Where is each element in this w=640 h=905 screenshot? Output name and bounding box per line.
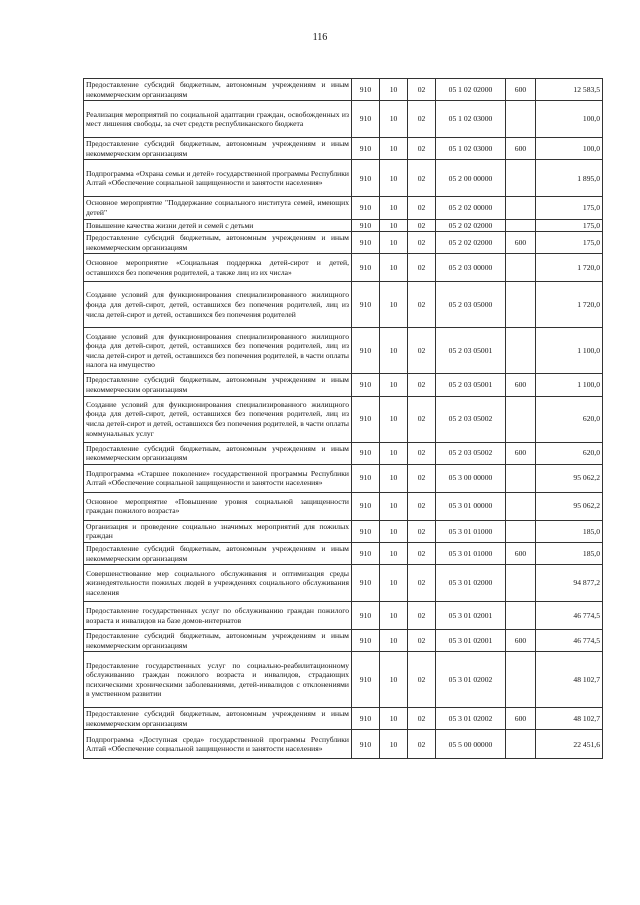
cell-target: 05 2 03 00000	[436, 254, 506, 282]
table-row	[84, 79, 603, 101]
cell-name: Основное мероприятие "Поддержание социального института семей, имеющих детей"	[84, 197, 352, 219]
cell-vr	[506, 160, 536, 197]
cell-target: 05 5 00 00000	[436, 730, 506, 759]
cell-subsection: 02	[408, 442, 436, 464]
cell-target: 05 3 01 02001	[436, 602, 506, 630]
cell-ministry: 910	[352, 160, 380, 197]
cell-vr: 600	[506, 374, 536, 396]
cell-section: 10	[380, 101, 408, 138]
cell-target: 05 2 03 05001	[436, 374, 506, 396]
cell-target: 05 3 01 02001	[436, 630, 506, 652]
cell-vr	[506, 464, 536, 492]
cell-target: 05 2 03 05002	[436, 442, 506, 464]
cell-amount: 94 877,2	[536, 565, 603, 602]
cell-name: Создание условий для функционирования специализированного жилищного фонда для детей-сирот, детей, оставшихся без попечения родителей, лиц из числа детей-сирот и детей, оставшихся без попечения родителей	[84, 282, 352, 328]
cell-name: Предоставление субсидий бюджетным, автономным учреждениям и иным некоммерческим организациям	[84, 630, 352, 652]
cell-name: Создание условий для функционирования специализированного жилищного фонда для детей-сирот, детей, оставшихся без попечения родителей, лиц из числа детей-сирот и детей, оставшихся без попечения родителей, в части оплаты налога на имущество	[84, 328, 352, 374]
cell-ministry: 910	[352, 442, 380, 464]
cell-vr: 600	[506, 138, 536, 160]
cell-vr	[506, 520, 536, 542]
cell-amount: 100,0	[536, 101, 603, 138]
cell-amount: 1 100,0	[536, 328, 603, 374]
cell-subsection: 02	[408, 138, 436, 160]
cell-ministry: 910	[352, 565, 380, 602]
cell-vr	[506, 730, 536, 759]
table-row	[84, 197, 603, 219]
cell-vr: 600	[506, 232, 536, 254]
cell-subsection: 02	[408, 219, 436, 232]
table-row	[84, 442, 603, 464]
cell-section: 10	[380, 492, 408, 520]
cell-vr	[506, 101, 536, 138]
cell-target: 05 2 02 02000	[436, 219, 506, 232]
cell-ministry: 910	[352, 730, 380, 759]
cell-target: 05 2 02 00000	[436, 197, 506, 219]
cell-amount: 185,0	[536, 542, 603, 564]
cell-subsection: 02	[408, 396, 436, 442]
cell-amount: 620,0	[536, 442, 603, 464]
cell-ministry: 910	[352, 328, 380, 374]
cell-target: 05 3 01 00000	[436, 492, 506, 520]
cell-vr	[506, 219, 536, 232]
cell-amount: 1 100,0	[536, 374, 603, 396]
cell-subsection: 02	[408, 197, 436, 219]
cell-name: Предоставление государственных услуг по обслуживанию граждан пожилого возраста и инвалидов на базе домов-интернатов	[84, 602, 352, 630]
cell-target: 05 2 03 05002	[436, 396, 506, 442]
table-row	[84, 138, 603, 160]
cell-subsection: 02	[408, 520, 436, 542]
cell-target: 05 1 02 02000	[436, 79, 506, 101]
cell-name: Предоставление субсидий бюджетным, автономным учреждениям и иным некоммерческим организациям	[84, 232, 352, 254]
cell-vr	[506, 396, 536, 442]
cell-ministry: 910	[352, 542, 380, 564]
cell-ministry: 910	[352, 492, 380, 520]
cell-name: Предоставление субсидий бюджетным, автономным учреждениям и иным некоммерческим организациям	[84, 138, 352, 160]
cell-section: 10	[380, 565, 408, 602]
cell-name: Основное мероприятие «Повышение уровня социальной защищенности граждан пожилого возраста»	[84, 492, 352, 520]
cell-target: 05 3 01 02002	[436, 652, 506, 708]
cell-name: Подпрограмма «Охрана семьи и детей» государственной программы Республики Алтай «Обеспечение социальной защищенности и занятости населения»	[84, 160, 352, 197]
cell-section: 10	[380, 396, 408, 442]
cell-name: Повышение качества жизни детей и семей с детьми	[84, 219, 352, 232]
cell-vr	[506, 652, 536, 708]
cell-subsection: 02	[408, 630, 436, 652]
cell-name: Основное мероприятие «Социальная поддержка детей-сирот и детей, оставшихся без попечения родителей, а также лиц из их числа»	[84, 254, 352, 282]
cell-ministry: 910	[352, 652, 380, 708]
cell-subsection: 02	[408, 652, 436, 708]
cell-name: Предоставление субсидий бюджетным, автономным учреждениям и иным некоммерческим организациям	[84, 79, 352, 101]
cell-ministry: 910	[352, 708, 380, 730]
cell-subsection: 02	[408, 160, 436, 197]
table-row	[84, 282, 603, 328]
cell-target: 05 2 02 02000	[436, 232, 506, 254]
cell-name: Совершенствование мер социального обслуживания и оптимизация среды жизнедеятельности пожилых людей в учреждениях социального обслуживания населения	[84, 565, 352, 602]
cell-amount: 1 720,0	[536, 282, 603, 328]
cell-ministry: 910	[352, 101, 380, 138]
table-row	[84, 254, 603, 282]
cell-section: 10	[380, 282, 408, 328]
cell-section: 10	[380, 542, 408, 564]
cell-vr: 600	[506, 708, 536, 730]
cell-name: Предоставление субсидий бюджетным, автономным учреждениям и иным некоммерческим организациям	[84, 708, 352, 730]
table-row	[84, 219, 603, 232]
cell-section: 10	[380, 328, 408, 374]
cell-target: 05 2 03 05001	[436, 328, 506, 374]
cell-vr	[506, 602, 536, 630]
cell-vr	[506, 565, 536, 602]
cell-name: Организация и проведение социально значимых мероприятий для пожилых граждан	[84, 520, 352, 542]
cell-section: 10	[380, 197, 408, 219]
cell-section: 10	[380, 708, 408, 730]
cell-amount: 22 451,6	[536, 730, 603, 759]
cell-subsection: 02	[408, 328, 436, 374]
cell-target: 05 3 01 01000	[436, 542, 506, 564]
cell-target: 05 2 03 05000	[436, 282, 506, 328]
cell-ministry: 910	[352, 282, 380, 328]
cell-target: 05 3 01 01000	[436, 520, 506, 542]
cell-ministry: 910	[352, 232, 380, 254]
cell-ministry: 910	[352, 520, 380, 542]
cell-ministry: 910	[352, 138, 380, 160]
cell-name: Подпрограмма «Старшее поколение» государственной программы Республики Алтай «Обеспечение социальной защищенности и занятости населения»	[84, 464, 352, 492]
cell-ministry: 910	[352, 464, 380, 492]
table-row	[84, 630, 603, 652]
cell-subsection: 02	[408, 79, 436, 101]
cell-target: 05 3 01 02000	[436, 565, 506, 602]
cell-amount: 175,0	[536, 197, 603, 219]
cell-amount: 46 774,5	[536, 630, 603, 652]
cell-ministry: 910	[352, 630, 380, 652]
table-row	[84, 101, 603, 138]
table-row	[84, 160, 603, 197]
cell-ministry: 910	[352, 254, 380, 282]
cell-name: Предоставление государственных услуг по социально-реабилитационному обслуживанию граждан пожилого возраста и инвалидов, страдающих психическими хроническими заболеваниями, детей-инвалидов с отклонениями в умственном развитии	[84, 652, 352, 708]
cell-amount: 185,0	[536, 520, 603, 542]
cell-name: Предоставление субсидий бюджетным, автономным учреждениям и иным некоммерческим организациям	[84, 442, 352, 464]
cell-amount: 1 720,0	[536, 254, 603, 282]
table-row	[84, 542, 603, 564]
cell-subsection: 02	[408, 282, 436, 328]
cell-name: Реализация мероприятий по социальной адаптации граждан, освобожденных из мест лишения свободы, за счет средств республиканского бюджета	[84, 101, 352, 138]
cell-name: Создание условий для функционирования специализированного жилищного фонда для детей-сирот, детей, оставшихся без попечения родителей, лиц из числа детей-сирот и детей, оставшихся без попечения родителей, в части оплаты коммунальных услуг	[84, 396, 352, 442]
cell-section: 10	[380, 442, 408, 464]
cell-section: 10	[380, 232, 408, 254]
cell-amount: 1 895,0	[536, 160, 603, 197]
table-row	[84, 565, 603, 602]
cell-section: 10	[380, 602, 408, 630]
cell-target: 05 3 00 00000	[436, 464, 506, 492]
cell-name: Предоставление субсидий бюджетным, автономным учреждениям и иным некоммерческим организациям	[84, 374, 352, 396]
cell-section: 10	[380, 79, 408, 101]
cell-amount: 175,0	[536, 219, 603, 232]
table-row	[84, 520, 603, 542]
table-row	[84, 492, 603, 520]
cell-name: Предоставление субсидий бюджетным, автономным учреждениям и иным некоммерческим организациям	[84, 542, 352, 564]
cell-vr	[506, 197, 536, 219]
cell-subsection: 02	[408, 602, 436, 630]
cell-vr	[506, 254, 536, 282]
cell-section: 10	[380, 652, 408, 708]
cell-subsection: 02	[408, 374, 436, 396]
cell-ministry: 910	[352, 602, 380, 630]
cell-subsection: 02	[408, 232, 436, 254]
cell-section: 10	[380, 520, 408, 542]
table-row	[84, 374, 603, 396]
cell-target: 05 1 02 03000	[436, 101, 506, 138]
cell-amount: 95 062,2	[536, 492, 603, 520]
table-row	[84, 652, 603, 708]
table-row	[84, 730, 603, 759]
cell-section: 10	[380, 730, 408, 759]
cell-ministry: 910	[352, 396, 380, 442]
cell-amount: 175,0	[536, 232, 603, 254]
cell-section: 10	[380, 464, 408, 492]
cell-amount: 48 102,7	[536, 708, 603, 730]
cell-vr	[506, 492, 536, 520]
cell-subsection: 02	[408, 464, 436, 492]
cell-vr	[506, 282, 536, 328]
cell-subsection: 02	[408, 254, 436, 282]
cell-amount: 46 774,5	[536, 602, 603, 630]
cell-subsection: 02	[408, 708, 436, 730]
cell-subsection: 02	[408, 565, 436, 602]
cell-subsection: 02	[408, 101, 436, 138]
table-row	[84, 396, 603, 442]
budget-table	[83, 78, 603, 759]
cell-subsection: 02	[408, 730, 436, 759]
cell-section: 10	[380, 138, 408, 160]
cell-amount: 48 102,7	[536, 652, 603, 708]
cell-vr	[506, 328, 536, 374]
cell-section: 10	[380, 254, 408, 282]
cell-ministry: 910	[352, 219, 380, 232]
cell-ministry: 910	[352, 79, 380, 101]
cell-amount: 620,0	[536, 396, 603, 442]
cell-amount: 100,0	[536, 138, 603, 160]
cell-section: 10	[380, 630, 408, 652]
cell-section: 10	[380, 160, 408, 197]
table-row	[84, 708, 603, 730]
cell-ministry: 910	[352, 197, 380, 219]
cell-vr: 600	[506, 630, 536, 652]
cell-vr: 600	[506, 79, 536, 101]
cell-target: 05 1 02 03000	[436, 138, 506, 160]
cell-ministry: 910	[352, 374, 380, 396]
cell-vr: 600	[506, 442, 536, 464]
cell-subsection: 02	[408, 492, 436, 520]
cell-section: 10	[380, 374, 408, 396]
cell-section: 10	[380, 219, 408, 232]
cell-amount: 95 062,2	[536, 464, 603, 492]
cell-target: 05 3 01 02002	[436, 708, 506, 730]
table-row	[84, 232, 603, 254]
page-number: 116	[312, 32, 328, 43]
cell-subsection: 02	[408, 542, 436, 564]
table-row	[84, 328, 603, 374]
table-row	[84, 464, 603, 492]
cell-vr: 600	[506, 542, 536, 564]
cell-amount: 12 583,5	[536, 79, 603, 101]
cell-target: 05 2 00 00000	[436, 160, 506, 197]
table-row	[84, 602, 603, 630]
cell-name: Подпрограмма «Доступная среда» государственной программы Республики Алтай «Обеспечение социальной защищенности и занятости населения»	[84, 730, 352, 759]
